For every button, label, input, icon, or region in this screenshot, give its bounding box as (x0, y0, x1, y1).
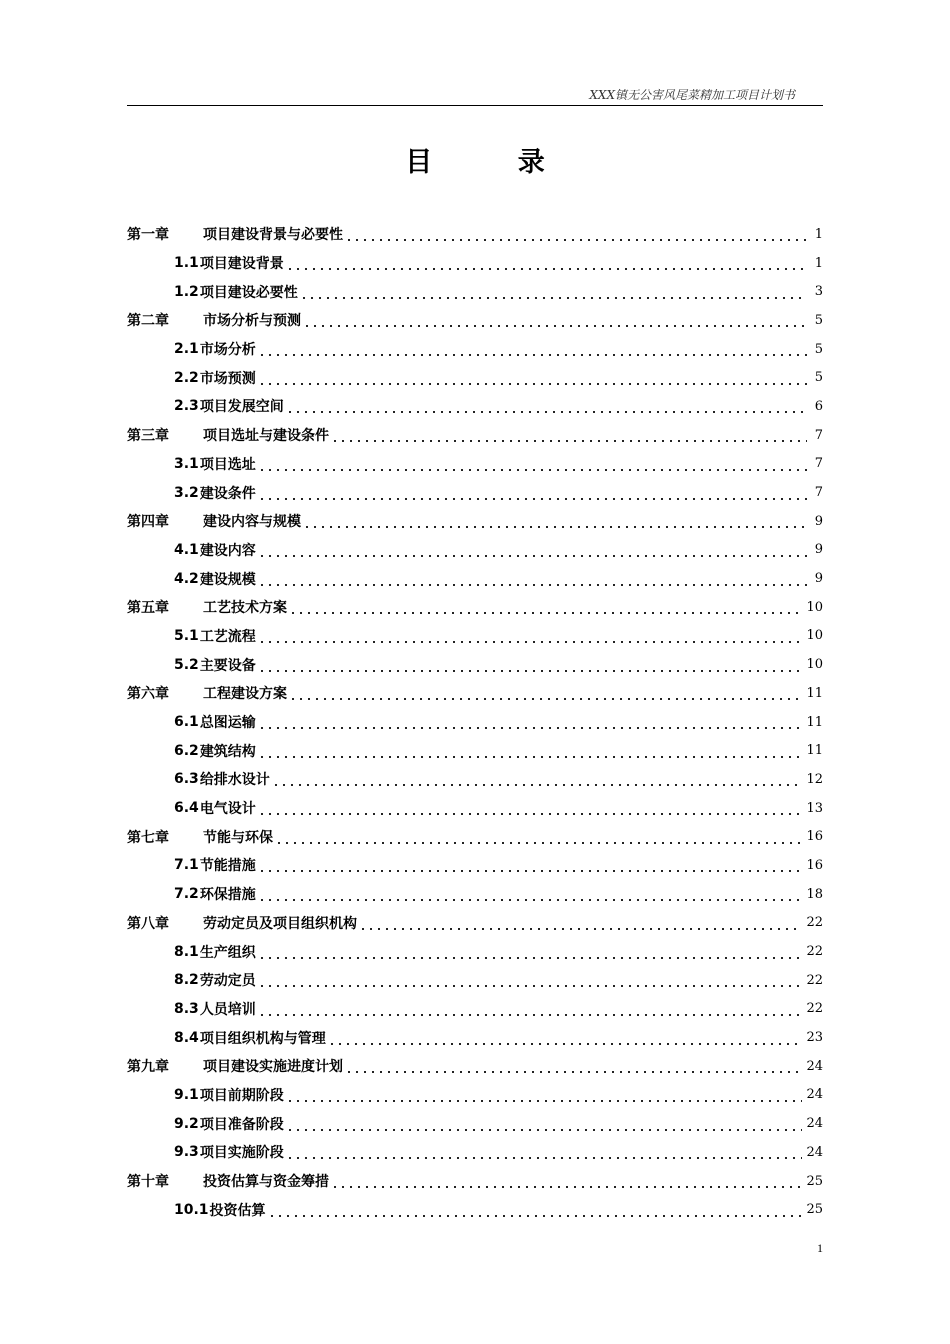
toc-chapter-entry[interactable] (127, 1167, 823, 1196)
toc-entry-title: 市场分析 (199, 342, 256, 359)
toc-entry-title: 人员培训 (199, 1001, 256, 1018)
toc-entry-number: 7.2 (174, 886, 199, 903)
dot-leader (258, 486, 807, 500)
toc-chapter-entry[interactable] (127, 306, 823, 335)
toc-entry-number: 6.1 (174, 714, 199, 731)
toc-entry-title: 项目建设实施进度计划 (203, 1059, 343, 1076)
toc-entry-number: 第四章 (127, 514, 169, 531)
toc-entry-title: 建设规模 (199, 571, 256, 588)
toc-entry-page: 7 (814, 485, 823, 501)
toc-chapter-entry[interactable] (127, 220, 823, 249)
toc-entry-number: 8.1 (174, 943, 199, 960)
toc-entry-number: 8.2 (174, 972, 199, 989)
toc-entry-number: 6.4 (174, 800, 199, 817)
toc-entry-title: 项目建设必要性 (199, 284, 298, 301)
toc-entry-number: 4.1 (174, 541, 199, 558)
toc-entry-number: 9.1 (174, 1086, 199, 1103)
toc-entry-page: 5 (814, 370, 823, 386)
toc-entry-number: 第七章 (127, 829, 169, 846)
toc-entry-title: 项目实施阶段 (199, 1145, 284, 1162)
toc-entry-title: 工艺流程 (199, 628, 256, 645)
toc-entry-title: 电气设计 (199, 801, 256, 818)
toc-entry-page: 25 (806, 1173, 823, 1189)
toc-section-entry[interactable] (127, 966, 823, 995)
toc-chapter-entry[interactable] (127, 1052, 823, 1081)
toc-title: 目 录 (405, 147, 583, 178)
toc-entry-title: 建设内容与规模 (203, 514, 301, 531)
toc-chapter-entry[interactable] (127, 593, 823, 622)
toc-entry-page: 5 (814, 312, 823, 328)
toc-section-entry[interactable] (127, 450, 823, 479)
dot-leader (303, 313, 807, 327)
dot-leader (286, 399, 807, 413)
toc-entry-page: 24 (806, 1058, 823, 1074)
toc-entry-page: 9 (814, 542, 823, 558)
dot-leader (303, 514, 807, 528)
toc-entry-number: 第一章 (127, 227, 169, 244)
toc-section-entry[interactable] (127, 478, 823, 507)
toc-entry-number: 2.1 (174, 341, 199, 358)
toc-entry-number: 第六章 (127, 686, 169, 703)
dot-leader (359, 916, 802, 930)
toc-entry-page: 5 (814, 341, 823, 357)
dot-leader (258, 543, 807, 557)
dot-leader (331, 428, 807, 442)
toc-entry-title: 给排水设计 (199, 772, 270, 789)
toc-section-entry[interactable] (127, 1023, 823, 1052)
toc-entry-number: 第九章 (127, 1059, 169, 1076)
toc-entry-page: 22 (806, 972, 823, 988)
dot-leader (286, 256, 807, 270)
toc-entry-page: 24 (806, 1116, 823, 1132)
toc-entry-title: 建设条件 (199, 485, 256, 502)
toc-entry-page: 25 (806, 1202, 823, 1218)
table-of-contents (127, 220, 823, 1224)
dot-leader (272, 772, 803, 786)
toc-entry-page: 22 (806, 1001, 823, 1017)
toc-entry-page: 3 (814, 284, 823, 300)
toc-entry-number: 4.2 (174, 570, 199, 587)
toc-entry-title: 项目建设背景与必要性 (203, 227, 343, 244)
toc-entry-page: 22 (806, 944, 823, 960)
toc-chapter-entry[interactable] (127, 507, 823, 536)
toc-section-entry[interactable] (127, 880, 823, 909)
toc-entry-number: 第五章 (127, 600, 169, 617)
dot-leader (258, 342, 807, 356)
toc-entry-number: 2.3 (174, 398, 199, 415)
toc-entry-number: 第二章 (127, 313, 169, 330)
toc-entry-title: 项目组织机构与管理 (199, 1030, 326, 1047)
toc-entry-number: 9.2 (174, 1115, 199, 1132)
toc-entry-page: 16 (806, 857, 823, 873)
dot-leader (286, 1145, 803, 1159)
toc-entry-number: 3.2 (174, 484, 199, 501)
toc-entry-title: 市场预测 (199, 370, 256, 387)
toc-chapter-entry[interactable] (127, 679, 823, 708)
toc-section-entry[interactable] (127, 708, 823, 737)
dot-leader (258, 715, 803, 729)
toc-entry-title: 建设内容 (199, 542, 256, 559)
toc-entry-page: 1 (814, 255, 823, 271)
toc-entry-title: 项目选址 (199, 456, 256, 473)
dot-leader (258, 371, 807, 385)
toc-entry-page: 10 (806, 657, 823, 673)
toc-entry-page: 9 (814, 571, 823, 587)
toc-entry-title: 总图运输 (199, 715, 256, 732)
page-number: 1 (817, 1241, 823, 1255)
toc-entry-page: 11 (806, 685, 823, 701)
toc-entry-number: 第十章 (127, 1174, 169, 1191)
toc-entry-number: 6.2 (174, 742, 199, 759)
toc-section-entry[interactable] (127, 622, 823, 651)
toc-section-entry[interactable] (127, 392, 823, 421)
dot-leader (258, 629, 803, 643)
toc-entry-title: 项目建设背景 (199, 256, 284, 273)
toc-section-entry[interactable] (127, 1195, 823, 1224)
dot-leader (345, 1059, 802, 1073)
toc-entry-number: 1.1 (174, 255, 199, 272)
dot-leader (286, 1117, 803, 1131)
toc-entry-title: 市场分析与预测 (203, 313, 301, 330)
dot-leader (258, 658, 803, 672)
toc-entry-page: 6 (814, 398, 823, 414)
toc-section-entry[interactable] (127, 363, 823, 392)
toc-entry-page: 11 (806, 714, 823, 730)
toc-entry-title: 劳动定员及项目组织机构 (203, 915, 357, 932)
toc-section-entry[interactable] (127, 536, 823, 565)
toc-entry-title: 项目准备阶段 (199, 1116, 284, 1133)
toc-entry-page: 1 (814, 226, 823, 242)
toc-entry-page: 9 (814, 513, 823, 529)
dot-leader (328, 1031, 803, 1045)
toc-section-entry[interactable] (127, 1138, 823, 1167)
toc-entry-title: 投资估算 (209, 1202, 266, 1219)
dot-leader (345, 227, 807, 241)
toc-entry-title: 工程建设方案 (203, 686, 287, 703)
toc-entry-title: 节能措施 (199, 858, 256, 875)
toc-section-entry[interactable] (127, 1081, 823, 1110)
toc-entry-title: 建筑结构 (199, 743, 256, 760)
dot-leader (289, 686, 802, 700)
toc-entry-number: 第三章 (127, 428, 169, 445)
dot-leader (286, 1088, 803, 1102)
toc-chapter-entry[interactable] (127, 822, 823, 851)
toc-section-entry[interactable] (127, 736, 823, 765)
toc-entry-title: 项目发展空间 (199, 399, 284, 416)
toc-entry-title: 生产组织 (199, 944, 256, 961)
toc-entry-title: 项目前期阶段 (199, 1087, 284, 1104)
toc-section-entry[interactable] (127, 765, 823, 794)
toc-section-entry[interactable] (127, 335, 823, 364)
toc-entry-page: 12 (806, 771, 823, 787)
toc-entry-number: 5.2 (174, 656, 199, 673)
toc-section-entry[interactable] (127, 794, 823, 823)
toc-entry-page: 11 (806, 743, 823, 759)
dot-leader (258, 744, 803, 758)
dot-leader (331, 1174, 802, 1188)
toc-section-entry[interactable] (127, 995, 823, 1024)
toc-entry-title: 项目选址与建设条件 (203, 428, 329, 445)
dot-leader (258, 887, 803, 901)
dot-leader (268, 1203, 803, 1217)
toc-chapter-entry[interactable] (127, 909, 823, 938)
toc-section-entry[interactable] (127, 249, 823, 278)
dot-leader (258, 973, 803, 987)
dot-leader (258, 457, 807, 471)
toc-entry-number: 6.3 (174, 771, 199, 788)
toc-section-entry[interactable] (127, 937, 823, 966)
toc-section-entry[interactable] (127, 851, 823, 880)
toc-section-entry[interactable] (127, 277, 823, 306)
toc-entry-page: 10 (806, 628, 823, 644)
dot-leader (258, 858, 803, 872)
toc-entry-page: 10 (806, 599, 823, 615)
dot-leader (258, 945, 803, 959)
dot-leader (289, 600, 802, 614)
toc-entry-number: 8.4 (174, 1029, 199, 1046)
toc-entry-title: 工艺技术方案 (203, 600, 287, 617)
toc-entry-number: 10.1 (174, 1201, 209, 1218)
dot-leader (300, 285, 807, 299)
dot-leader (275, 830, 802, 844)
dot-leader (258, 801, 803, 815)
toc-entry-page: 23 (806, 1030, 823, 1046)
toc-entry-number: 第八章 (127, 915, 169, 932)
toc-entry-page: 13 (806, 800, 823, 816)
running-header: XXX镇无公害风尾菜精加工项目计划书 (589, 88, 795, 102)
dot-leader (258, 572, 807, 586)
toc-entry-page: 16 (806, 829, 823, 845)
toc-chapter-entry[interactable] (127, 421, 823, 450)
toc-entry-page: 7 (814, 427, 823, 443)
toc-entry-page: 22 (806, 915, 823, 931)
toc-entry-number: 5.1 (174, 627, 199, 644)
toc-section-entry[interactable] (127, 564, 823, 593)
toc-section-entry[interactable] (127, 1109, 823, 1138)
toc-entry-page: 24 (806, 1144, 823, 1160)
toc-entry-title: 节能与环保 (203, 829, 273, 846)
toc-entry-page: 24 (806, 1087, 823, 1103)
toc-entry-number: 8.3 (174, 1000, 199, 1017)
toc-entry-page: 7 (814, 456, 823, 472)
toc-entry-page: 18 (806, 886, 823, 902)
toc-entry-number: 2.2 (174, 369, 199, 386)
toc-entry-title: 投资估算与资金筹措 (203, 1174, 329, 1191)
toc-entry-number: 1.2 (174, 283, 199, 300)
toc-entry-title: 劳动定员 (199, 973, 256, 990)
toc-entry-number: 9.3 (174, 1144, 199, 1161)
toc-entry-title: 环保措施 (199, 887, 256, 904)
toc-entry-number: 3.1 (174, 455, 199, 472)
header-rule (127, 105, 823, 106)
dot-leader (258, 1002, 803, 1016)
toc-entry-number: 7.1 (174, 857, 199, 874)
toc-section-entry[interactable] (127, 650, 823, 679)
toc-entry-title: 主要设备 (199, 657, 256, 674)
